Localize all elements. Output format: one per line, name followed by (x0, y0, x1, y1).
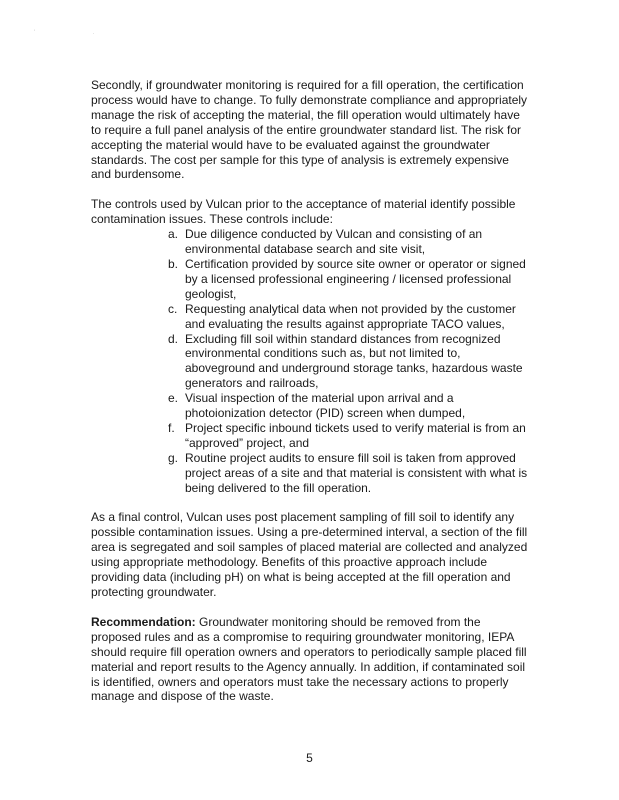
paragraph-groundwater-certification: Secondly, if groundwater monitoring is required for a fill operation, the certification process would have to change. To fully demonstrate compliance and appropriately manage the risk of accepting the material, the fill operation would ultimately have to require a full panel analysis of the entire groundwater standard list. The risk for accepting the material would have to be evaluated against the groundwater standards. The cost per sample for this type of analysis is extremely expensive and burdensome. (91, 78, 528, 182)
list-marker: g. (168, 450, 179, 465)
control-item-text: Project specific inbound tickets used to verify material is from an “approved” project, and (185, 420, 526, 450)
control-item (168, 257, 531, 302)
recommendation-text: Groundwater monitoring should be removed from the proposed rules and as a compromise to requiring groundwater monitoring, IEPA should require fill operation owners and operators to periodically sample placed fill material and report results to the Agency annually. In addition, if contaminated soil is identified, owners and operators must take the necessary actions to properly manage and dispose of the waste. (91, 614, 527, 704)
list-marker: b. (168, 256, 179, 271)
list-marker: f. (168, 420, 175, 435)
control-item-text: Requesting analytical data when not provided by the customer and evaluating the results against appropriate TACO values, (185, 301, 516, 331)
list-marker: c. (168, 301, 178, 316)
scan-artifact-marks: ' . (34, 30, 123, 36)
list-marker: e. (168, 391, 179, 406)
paragraph-final-control: As a final control, Vulcan uses post placement sampling of fill soil to identify any possible contamination issues. Using a pre-determined interval, a section of the fill area is segregated and soil samples of placed material are collected and analyzed using appropriate methodology. Benefits of this proactive approach include providing data (including pH) on what is being accepted at the fill operation and protecting groundwater. (91, 510, 528, 599)
control-item-text: Routine project audits to ensure fill soil is taken from approved project areas of a site and that material is consistent with what is being delivered to the fill operation. (185, 450, 528, 495)
control-item (168, 227, 531, 257)
list-marker: a. (168, 227, 179, 242)
control-item (168, 332, 531, 392)
paragraph-controls-intro: The controls used by Vulcan prior to the acceptance of material identify possible contamination issues. These controls include: (91, 197, 516, 227)
controls-list (91, 227, 531, 495)
page-number: 5 (306, 751, 313, 765)
control-item-text: Certification provided by source site owner or operator or signed by a licensed professional engineering / licensed professional geologist, (185, 256, 526, 301)
control-item (168, 302, 531, 332)
control-item-text: Visual inspection of the material upon arrival and a photoionization detector (PID) screen when dumped, (185, 391, 466, 421)
list-marker: d. (168, 331, 179, 346)
control-item-text: Excluding fill soil within standard distances from recognized environmental conditions such as, but not limited to, aboveground and underground storage tanks, hazardous waste generators and railroads, (185, 331, 523, 391)
control-item-text: Due diligence conducted by Vulcan and consisting of an environmental database search and site visit, (185, 227, 483, 257)
document-body (91, 78, 531, 704)
control-item (168, 451, 531, 496)
control-item (168, 421, 531, 451)
control-item (168, 391, 531, 421)
paragraph-recommendation (91, 615, 531, 704)
recommendation-label: Recommendation: (91, 614, 196, 629)
